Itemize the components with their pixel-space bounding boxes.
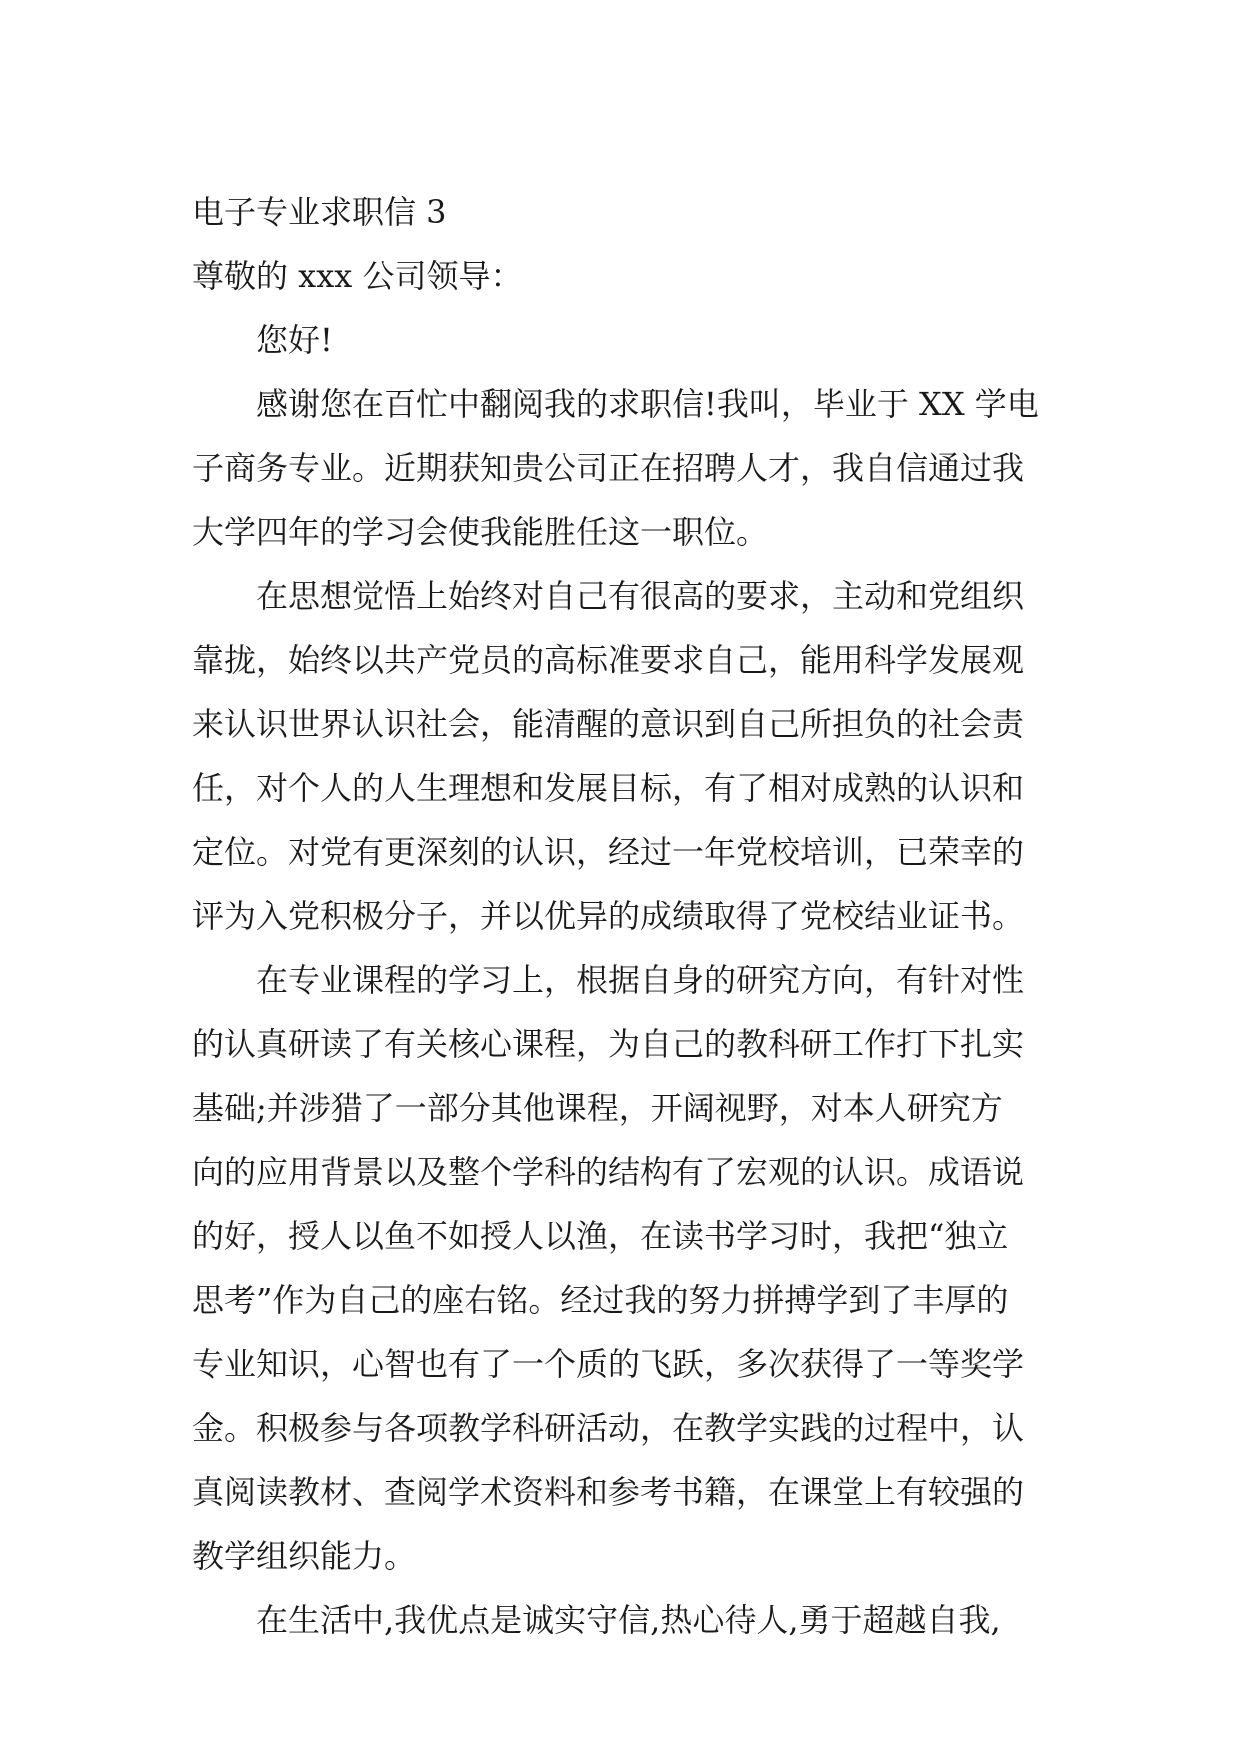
paragraph-line: 靠拢，始终以共产党员的高标准要求自己，能用科学发展观 bbox=[192, 641, 1025, 679]
paragraph-line: 任，对个人的人生理想和发展目标，有了相对成熟的认识和 bbox=[192, 769, 1025, 807]
greeting: 您好! bbox=[256, 321, 333, 359]
paragraph-line: 感谢您在百忙中翻阅我的求职信!我叫，毕业于 XX 学电 bbox=[256, 385, 1039, 423]
paragraph-line: 的好，授人以鱼不如授人以渔，在读书学习时，我把“独立 bbox=[192, 1217, 1009, 1255]
paragraph-line: 子商务专业。近期获知贵公司正在招聘人才，我自信通过我 bbox=[192, 449, 1025, 487]
paragraph-line: 教学组织能力。 bbox=[192, 1537, 417, 1575]
paragraph-line: 定位。对党有更深刻的认识，经过一年党校培训，已荣幸的 bbox=[192, 833, 1025, 871]
paragraph-line: 专业知识，心智也有了一个质的飞跃，多次获得了一等奖学 bbox=[192, 1345, 1025, 1383]
paragraph-line: 大学四年的学习会使我能胜任这一职位。 bbox=[192, 513, 769, 551]
paragraph-line: 向的应用背景以及整个学科的结构有了宏观的认识。成语说 bbox=[192, 1153, 1025, 1191]
paragraph-line: 在思想觉悟上始终对自己有很高的要求，主动和党组织 bbox=[256, 577, 1025, 615]
salutation: 尊敬的 xxx 公司领导： bbox=[192, 257, 523, 295]
paragraph-line: 来认识世界认识社会，能清醒的意识到自己所担负的社会责 bbox=[192, 705, 1025, 743]
paragraph-line: 真阅读教材、查阅学术资料和参考书籍，在课堂上有较强的 bbox=[192, 1473, 1025, 1511]
document-title: 电子专业求职信 3 bbox=[192, 193, 447, 231]
paragraph-line: 评为入党积极分子，并以优异的成绩取得了党校结业证书。 bbox=[192, 897, 1025, 935]
paragraph-line: 的认真研读了有关核心课程，为自己的教科研工作打下扎实 bbox=[192, 1025, 1025, 1063]
paragraph-line: 金。积极参与各项教学科研活动，在教学实践的过程中，认 bbox=[192, 1409, 1025, 1447]
paragraph-line: 在生活中,我优点是诚实守信,热心待人,勇于超越自我, bbox=[256, 1601, 1001, 1639]
paragraph-line: 基础;并涉猎了一部分其他课程，开阔视野，对本人研究方 bbox=[192, 1089, 1003, 1127]
paragraph-line: 思考”作为自己的座右铭。经过我的努力拼搏学到了丰厚的 bbox=[192, 1281, 1009, 1319]
paragraph-line: 在专业课程的学习上，根据自身的研究方向，有针对性 bbox=[256, 961, 1025, 999]
